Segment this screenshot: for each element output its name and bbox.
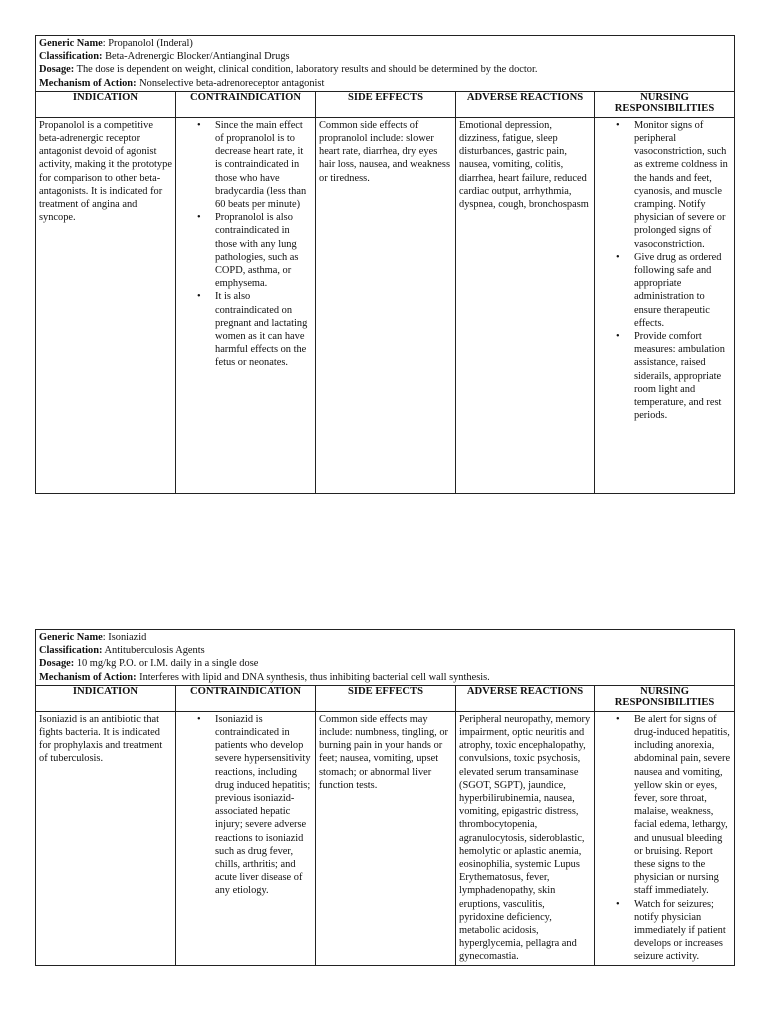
header-adverse-reactions: ADVERSE REACTIONS bbox=[456, 91, 595, 117]
classification-line bbox=[39, 50, 731, 63]
indication-text: Isoniazid is an antibiotic that fights bacteria. It is indicated for prophylaxis and treatment of tuberculosis. bbox=[39, 713, 163, 765]
contraindication-cell bbox=[176, 117, 316, 493]
header-contraindication: CONTRAINDICATION bbox=[176, 91, 316, 117]
list-item: • Propranolol is also contraindicated in those with any lung pathologies, such as COPD, asthma, or emphysema. bbox=[215, 211, 312, 290]
dosage-line bbox=[39, 657, 731, 670]
drug-info-cell bbox=[36, 630, 735, 686]
header-nursing-responsibilities: NURSING RESPONSIBILITIES bbox=[595, 685, 735, 711]
dosage-value: The dose is dependent on weight, clinical condition, laboratory results and should be determined by the doctor. bbox=[74, 64, 538, 76]
drug-content-row bbox=[36, 117, 735, 493]
drug-card-propranolol bbox=[35, 35, 735, 494]
side-effects-cell bbox=[316, 117, 456, 493]
list-item: • Monitor signs of peripheral vasoconstriction, such as extreme coldness in the hands and feet, cyanosis, and muscle cramping. Notify physician of severe or prolonged signs of vasoconstriction. bbox=[634, 119, 731, 251]
nursing-cell bbox=[595, 711, 735, 965]
header-indication: INDICATION bbox=[36, 685, 176, 711]
header-nursing-responsibilities: NURSING RESPONSIBILITIES bbox=[595, 91, 735, 117]
classification-line bbox=[39, 644, 731, 657]
nursing-cell bbox=[595, 117, 735, 493]
list-item: • Isoniazid is contraindicated in patients who develop severe hypersensitivity reactions, including drug induced hepatitis; previous isoniazid-associated hepatic injury; severe adverse reactions to isoniazid such as drug fever, chills, arthritis; and acute liver disease of any etiology. bbox=[215, 713, 312, 898]
dosage-label: Dosage: bbox=[39, 658, 75, 670]
adverse-reactions-cell bbox=[456, 711, 595, 965]
generic-name-value: : Isoniazid bbox=[102, 632, 147, 643]
classification-value: Antituberculosis Agents bbox=[102, 645, 205, 657]
nursing-list bbox=[598, 713, 731, 964]
classification-label: Classification: bbox=[39, 645, 103, 657]
mechanism-line bbox=[39, 77, 731, 90]
drug-info-row bbox=[36, 36, 735, 92]
list-item: • Be alert for signs of drug-induced hepatitis, including anorexia, abdominal pain, severe nausea and vomiting, yellow skin or eyes, fever, sore throat, malaise, weakness, facial edema, lethargy, and unusual bleeding or bruising. Report these signs to the physician or nursing staff immediately. bbox=[634, 713, 731, 898]
generic-name-line bbox=[39, 37, 731, 50]
mechanism-label: Mechanism of Action: bbox=[39, 671, 137, 683]
drug-content-row bbox=[36, 711, 735, 965]
generic-name-value: : Propanolol (Inderal) bbox=[102, 38, 193, 49]
generic-name-line bbox=[39, 631, 731, 644]
mechanism-label: Mechanism of Action: bbox=[39, 77, 137, 89]
adverse-reactions-text: Peripheral neuropathy, memory impairment, optic neuritis and atrophy, toxic encephalopathy, convulsions, toxic psychosis, elevated serum transaminase (SGOT, SGPT), jaundice, hyperbilirubinemia, nausea, vomiting, epigastric distress, thrombocytopenia, agranulocytosis, sideroblastic, hemolytic or aplastic anemia, eosinophilia, systemic Lupus Erythematosus, fever, lymphadenopathy, skin eruptions, vasculitis, pyridoxine deficiency, metabolic acidosis, hyperglycemia, pellagra and gynecomastia. bbox=[459, 713, 591, 963]
mechanism-line bbox=[39, 671, 731, 684]
classification-label: Classification: bbox=[39, 51, 103, 63]
list-item: • Since the main effect of propranolol is to decrease heart rate, it is contraindicated in those who have bradycardia (less than 60 beats per minute) bbox=[215, 119, 312, 211]
header-side-effects: SIDE EFFECTS bbox=[316, 91, 456, 117]
contraindication-list bbox=[179, 119, 312, 370]
list-item: • It is also contraindicated on pregnant and lactating women as it can have harmful effects on the fetus or neonates. bbox=[215, 290, 312, 369]
indication-cell bbox=[36, 117, 176, 493]
indication-text: Propanolol is a competitive beta-adrenergic receptor antagonist devoid of agonist activity, making it the prototype for comparison to other beta-antagonists. It is indicated for treatment of angina and syncope. bbox=[39, 119, 172, 224]
header-side-effects: SIDE EFFECTS bbox=[316, 685, 456, 711]
generic-name-label: Generic Name bbox=[39, 38, 103, 49]
dosage-line bbox=[39, 63, 731, 76]
contraindication-cell bbox=[176, 711, 316, 965]
contraindication-list bbox=[179, 713, 312, 898]
mechanism-value: Interferes with lipid and DNA synthesis, thus inhibiting bacterial cell wall synthesis. bbox=[136, 671, 490, 683]
side-effects-text: Common side effects of propranolol include: slower heart rate, diarrhea, dry eyes hair loss, nausea, and weakness or tiredness. bbox=[319, 119, 450, 184]
drug-info-row bbox=[36, 630, 735, 686]
dosage-label: Dosage: bbox=[39, 64, 75, 76]
indication-cell bbox=[36, 711, 176, 965]
dosage-value: 10 mg/kg P.O. or I.M. daily in a single dose bbox=[74, 658, 259, 670]
mechanism-value: Nonselective beta-adrenoreceptor antagonist bbox=[136, 77, 325, 89]
list-item: • Give drug as ordered following safe and appropriate administration to ensure therapeutic effects. bbox=[634, 251, 731, 330]
header-contraindication: CONTRAINDICATION bbox=[176, 685, 316, 711]
drug-info-cell bbox=[36, 36, 735, 92]
generic-name-label: Generic Name bbox=[39, 632, 103, 643]
list-item: • Watch for seizures; notify physician immediately if patient develops or increases seizure activity. bbox=[634, 898, 731, 964]
classification-value: Beta-Adrenergic Blocker/Antianginal Drugs bbox=[102, 51, 290, 63]
header-indication: INDICATION bbox=[36, 91, 176, 117]
side-effects-text: Common side effects may include: numbness, tingling, or burning pain in your hands or feet; nausea, vomiting, upset stomach; or abnormal liver function tests. bbox=[319, 713, 449, 791]
side-effects-cell bbox=[316, 711, 456, 965]
drug-card-isoniazid bbox=[35, 629, 735, 966]
column-header-row bbox=[36, 685, 735, 711]
header-adverse-reactions: ADVERSE REACTIONS bbox=[456, 685, 595, 711]
nursing-list bbox=[598, 119, 731, 423]
list-item: • Provide comfort measures: ambulation assistance, raised siderails, appropriate room light and temperature, and rest periods. bbox=[634, 330, 731, 422]
column-header-row bbox=[36, 91, 735, 117]
adverse-reactions-text: Emotional depression, dizziness, fatigue, sleep disturbances, gastric pain, nausea, vomiting, colitis, diarrhea, heart failure, reduced cardiac output, arrhythmia, dyspnea, cough, bronchospasm bbox=[459, 119, 589, 211]
adverse-reactions-cell bbox=[456, 117, 595, 493]
